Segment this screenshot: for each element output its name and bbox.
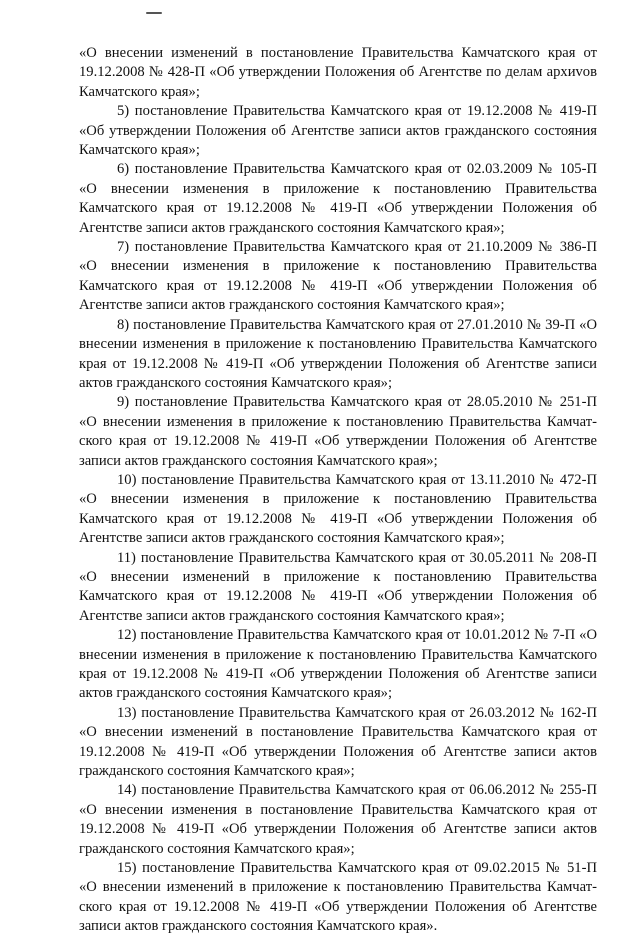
list-item-6: 6) постановление Правительства Камчатского края от 02.03.2009 № 105-П «О внесении изменения в приложение к постановлению Правительства Камчатского края от 19.12.2008 № 419-П «Об утверждении Положения об Агентстве записи актов гражданского состояния Камчатского края»;	[79, 161, 597, 236]
list-item-7: 7) постановление Правительства Камчатского края от 21.10.2009 № 386-П «О внесении изменения в приложение к постановлению Правительства Камчатского края от 19.12.2008 № 419-П «Об утверждении Положения об Агентстве записи актов гражданского состояния Камчатского края»;	[79, 239, 597, 314]
list-item-9: 9) постановление Правительства Камчатского края от 28.05.2010 № 251-П «О внесении изменения в приложение к постановлению Правительства Камчатского края от 19.12.2008 № 419-П «Об утверждении Положения об Агентстве записи актов гражданского состояния Камчатского края»;	[79, 394, 597, 469]
list-item-5: 5) постановление Правительства Камчатского края от 19.12.2008 № 419-П «Об утверждении Положения об Агентстве записи актов гражданского состояния Камчатского края»;	[79, 103, 597, 159]
document-body	[79, 44, 597, 937]
list-item-8: 8) постановление Правительства Камчатского края от 27.01.2010 № 39-П «О внесении изменения в приложение к постановлению Правительства Камчатского края от 19.12.2008 № 419-П «Об утверждении Положения об Агентстве записи актов гражданского состояния Камчатского края»;	[79, 316, 597, 391]
scan-artifact-mark	[146, 12, 162, 14]
paragraph-continuation: «О внесении изменений в постановление Правительства Камчатского края от 19.12.2008 № 428-П «Об утверждении Положения об Агентстве по делам архиvов Камчатского края»;	[79, 45, 597, 100]
list-item-12: 12) постановление Правительства Камчатского края от 10.01.2012 № 7-П «О внесении изменения в приложение к постановлению Правительства Камчатского края от 19.12.2008 № 419-П «Об утверждении Положения об Агентстве записи актов гражданского состояния Камчатского края»;	[79, 627, 597, 702]
list-item-11: 11) постановление Правительства Камчатского края от 30.05.2011 № 208-П «О внесении изменений в приложение к постановлению Правительства Камчатского края от 19.12.2008 № 419-П «Об утверждении Положения об Агентстве записи актов гражданского состояния Камчатского края»;	[79, 549, 597, 624]
list-item-10: 10) постановление Правительства Камчатского края от 13.11.2010 № 472-П «О внесении изменения в приложение к постановлению Правительства Камчатского края от 19.12.2008 № 419-П «Об утверждении Положения об Агентстве записи актов гражданского состояния Камчатского края»;	[79, 471, 597, 547]
list-item-13: 13) постановление Правительства Камчатского края от 26.03.2012 № 162-П «О внесении изменений в постановление Правительства Камчатского края от 19.12.2008 № 419-П «Об утверждении Положения об Агентстве записи актов гражданского состояния Камчатского края»;	[79, 704, 597, 780]
list-item-15: 15) постановление Правительства Камчатского края от 09.02.2015 № 51-П «О внесении изменений в приложение к постановлению Правительства Камчатского края от 19.12.2008 № 419-П «Об утверждении Положения об Агентстве записи актов гражданского состояния Камчатского края».	[79, 860, 597, 935]
list-item-14: 14) постановление Правительства Камчатского края от 06.06.2012 № 255-П «О внесении изменения в постановление Правительства Камчатского края от 19.12.2008 № 419-П «Об утверждении Положения об Агентстве записи актов гражданского состояния Камчатского края»;	[79, 782, 597, 857]
